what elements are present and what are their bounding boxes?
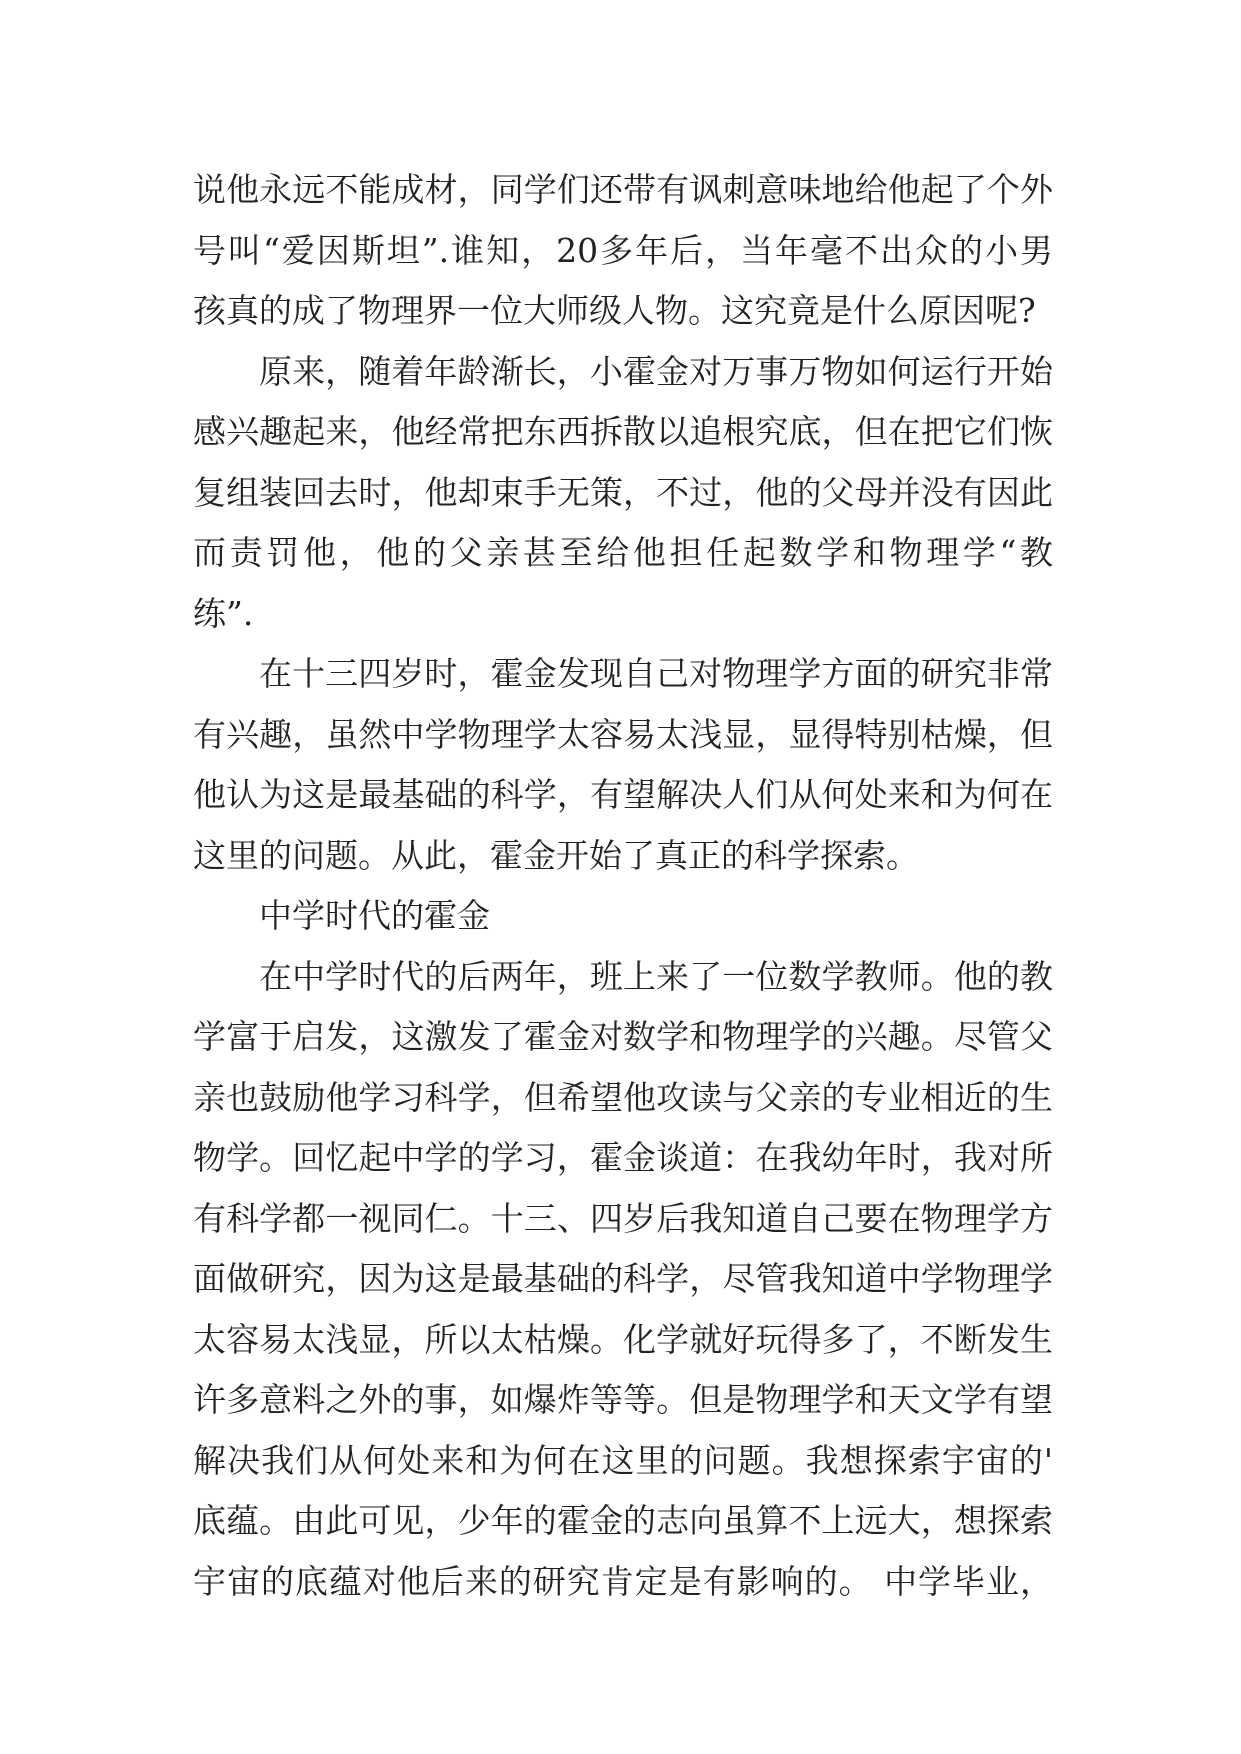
text-line: 中学时代的霍金	[259, 896, 490, 935]
text-line: 孩真的成了物理界一位大师级人物。这究竟是什么原因呢?	[193, 291, 1036, 330]
text-line: 在十三四岁时，霍金发现自己对物理学方面的研究非常	[259, 654, 1053, 693]
text-line: 底蕴。由此可见，少年的霍金的志向虽算不上远大，想探索	[193, 1501, 1053, 1540]
text-line: 亲也鼓励他学习科学，但希望他攻读与父亲的专业相近的生	[193, 1077, 1053, 1117]
text-line: 宇宙的底蕴对他后来的研究肯定是有影响的。 中学毕业，	[193, 1561, 1053, 1601]
text-line: 学富于启发，这激发了霍金对数学和物理学的兴趣。尽管父	[193, 1017, 1053, 1056]
text-line: 许多意料之外的事，如爆炸等等。但是物理学和天文学有望	[193, 1380, 1053, 1419]
text-line: 说他永远不能成材，同学们还带有讽刺意味地给他起了个外	[193, 170, 1053, 209]
body-text	[193, 160, 1053, 1612]
text-line: 解决我们从何处来和为何在这里的问题。我想探索宇宙的'	[193, 1440, 1053, 1480]
text-line: 而责罚他，他的父亲甚至给他担任起数学和物理学“教	[193, 533, 1053, 572]
text-line: 感兴趣起来，他经常把东西拆散以追根究底，但在把它们恢	[193, 412, 1053, 451]
text-line: 面做研究，因为这是最基础的科学，尽管我知道中学物理学	[193, 1259, 1053, 1298]
text-line: 物学。回忆起中学的学习，霍金谈道：在我幼年时，我对所	[193, 1138, 1053, 1177]
text-line: 有科学都一视同仁。十三、四岁后我知道自己要在物理学方	[193, 1198, 1053, 1238]
text-line: 练”.	[193, 593, 254, 633]
text-line: 这里的问题。从此，霍金开始了真正的科学探索。	[193, 835, 919, 875]
text-line: 在中学时代的后两年，班上来了一位数学教师。他的教	[259, 956, 1053, 996]
text-line: 复组装回去时，他却束手无策，不过，他的父母并没有因此	[193, 472, 1053, 512]
text-line: 太容易太浅显，所以太枯燥。化学就好玩得多了，不断发生	[193, 1319, 1053, 1359]
text-line: 他认为这是最基础的科学，有望解决人们从何处来和为何在	[193, 775, 1053, 814]
text-line: 号叫“爱因斯坦”.谁知，20多年后，当年毫不出众的小男	[193, 230, 1053, 270]
text-line: 原来，随着年龄渐长，小霍金对万事万物如何运行开始	[259, 351, 1053, 391]
text-line: 有兴趣，虽然中学物理学太容易太浅显，显得特别枯燥，但	[193, 714, 1053, 754]
